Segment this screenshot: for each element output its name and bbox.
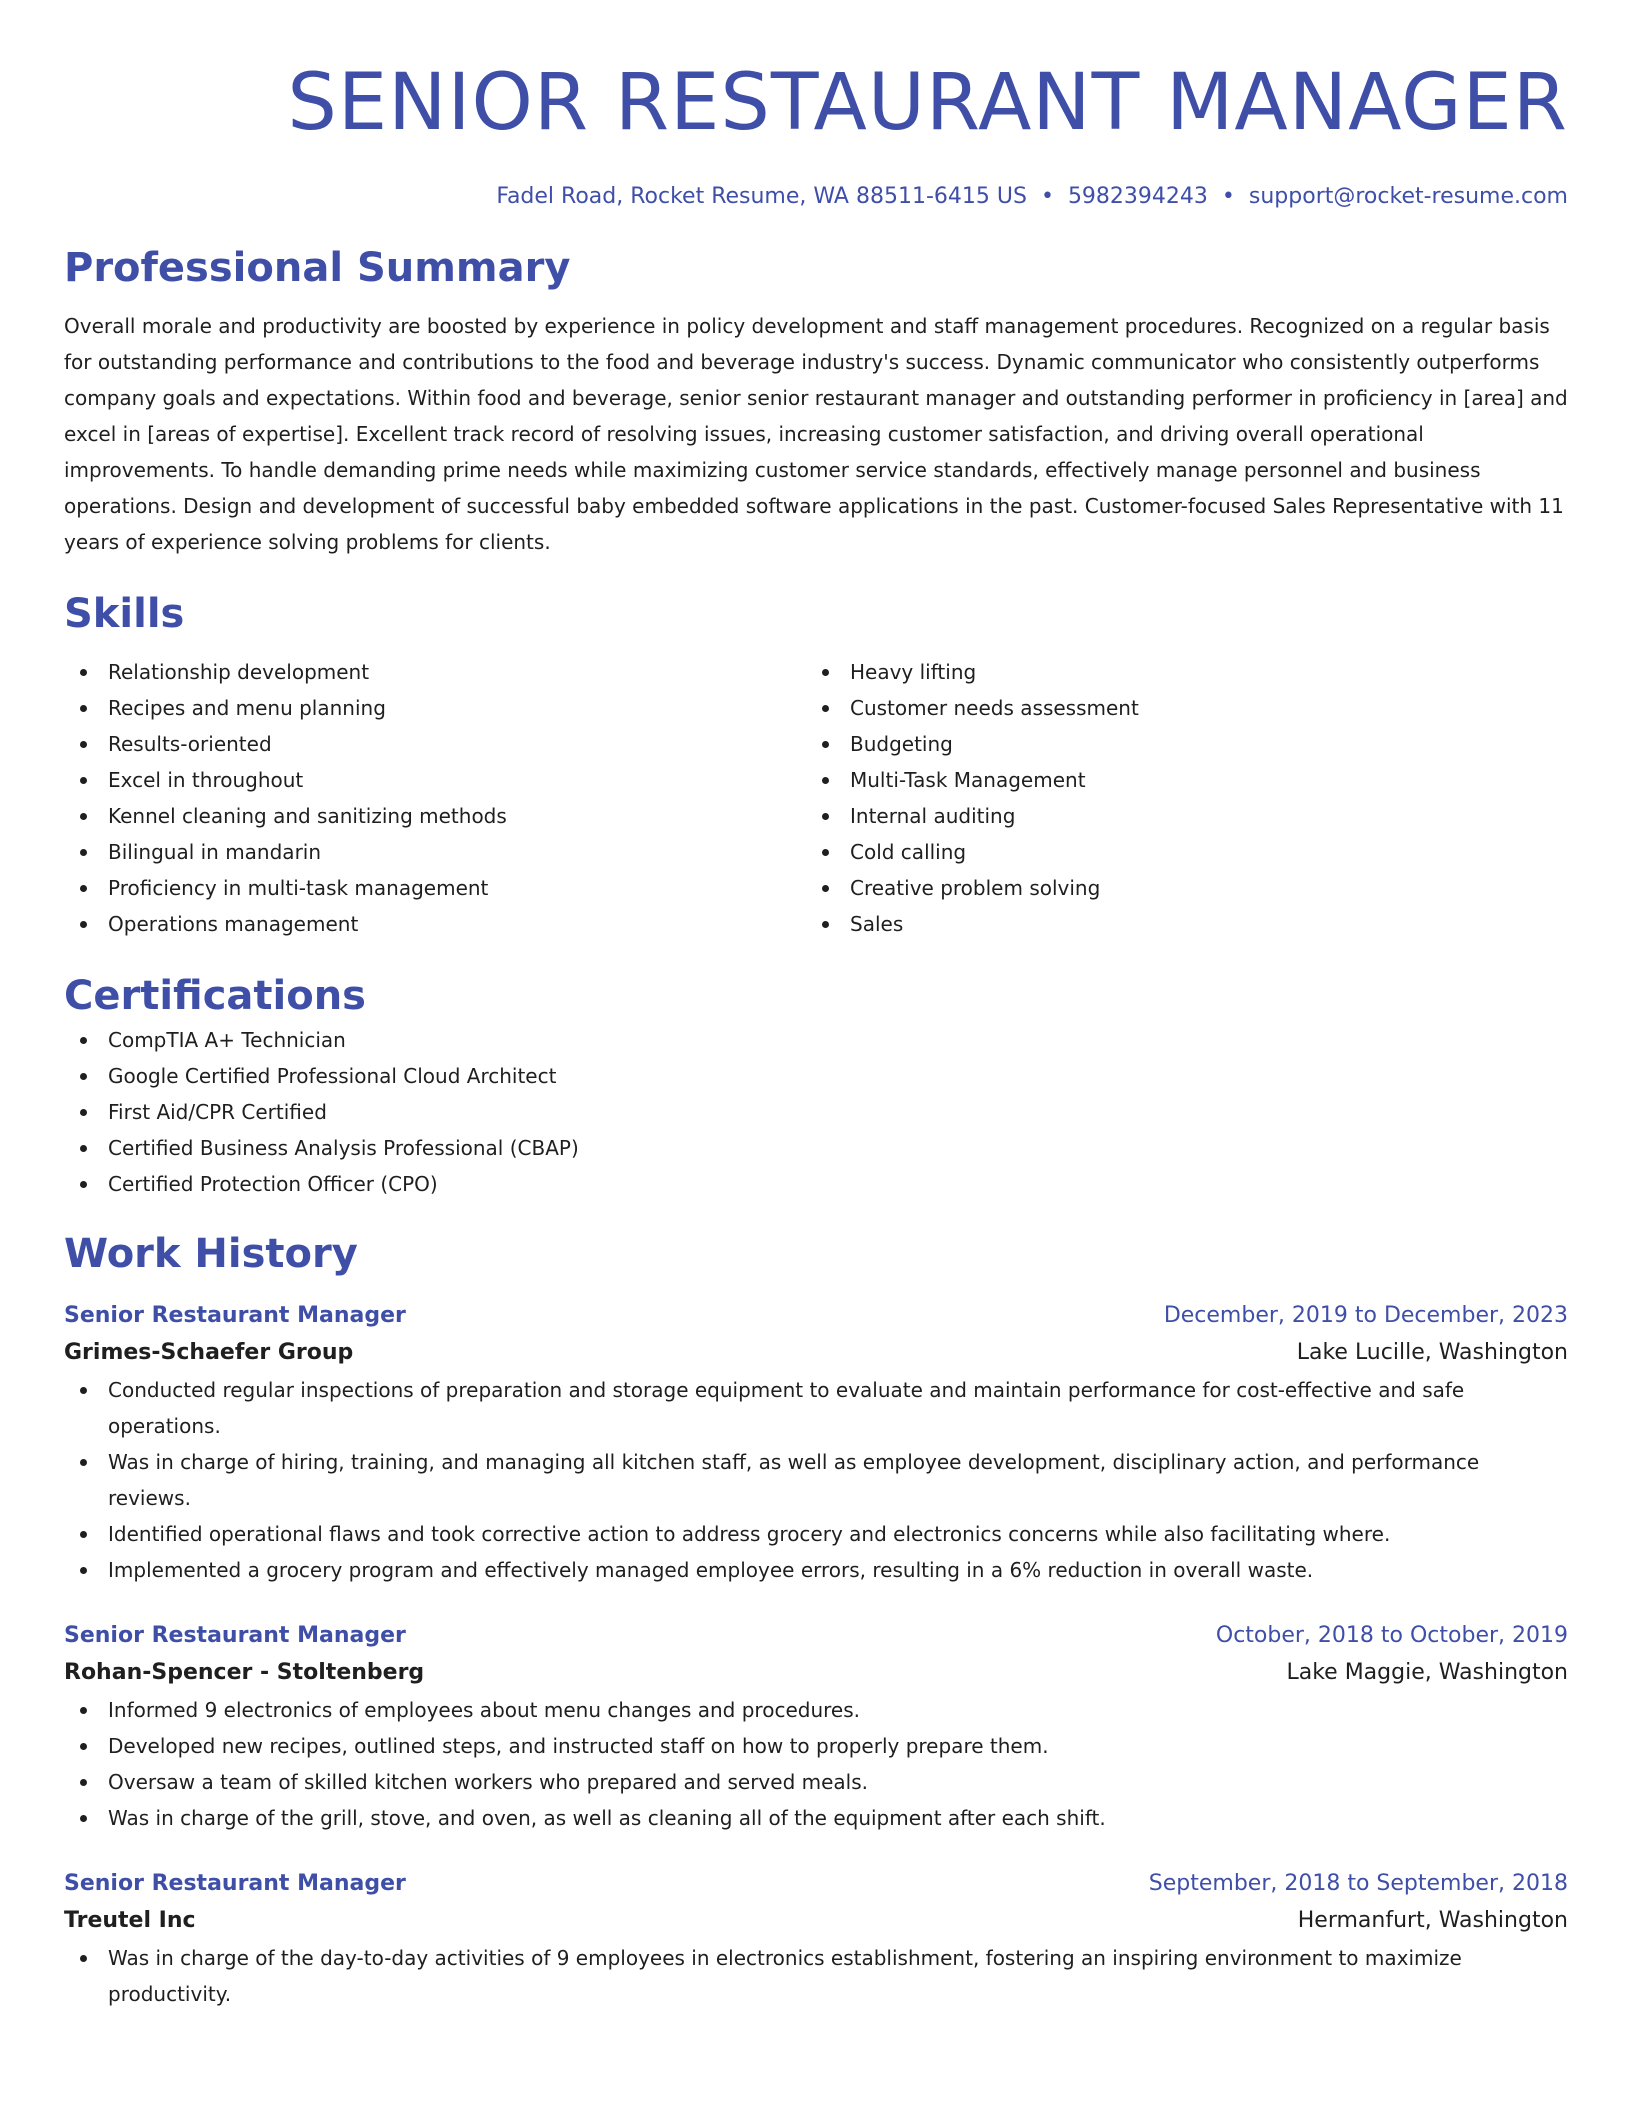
bullet-dot-icon xyxy=(80,705,87,712)
job-title-row xyxy=(64,1618,1568,1654)
job-company-row xyxy=(64,1902,1568,1940)
job-entry xyxy=(64,1298,1568,1588)
job-bullet-text: Informed 9 electronics of employees about menu changes and procedures. xyxy=(108,1698,860,1722)
skill-item xyxy=(806,906,1548,942)
bullet-dot-icon xyxy=(80,1181,87,1188)
bullet-dot-icon xyxy=(80,849,87,856)
contact-address: Fadel Road, Rocket Resume, WA 88511-6415 US xyxy=(496,184,1027,209)
job-company-row xyxy=(64,1334,1568,1372)
bullet-dot-icon xyxy=(80,813,87,820)
skill-item-text: Budgeting xyxy=(850,732,953,756)
job-dates: October, 2018 to October, 2019 xyxy=(1215,1623,1568,1648)
bullet-dot-icon xyxy=(80,885,87,892)
skill-item-text: Heavy lifting xyxy=(850,660,977,684)
certification-item xyxy=(64,1022,1568,1058)
bullet-dot-icon xyxy=(80,1109,87,1116)
contact-separator: • xyxy=(1221,184,1235,209)
skills-list-right xyxy=(806,654,1548,942)
skill-item xyxy=(806,690,1548,726)
bullet-dot-icon xyxy=(80,777,87,784)
bullet-dot-icon xyxy=(822,777,829,784)
bullet-dot-icon xyxy=(80,1707,87,1714)
job-location: Hermanfurt, Washington xyxy=(1297,1908,1568,1933)
job-bullet-text: Was in charge of the day-to-day activities of 9 employees in electronics establishment, fostering an inspiring environment to maximize productivity. xyxy=(108,1946,1462,2006)
resume-name-title: SENIOR RESTAURANT MANAGER xyxy=(287,58,1568,148)
job-company: Treutel Inc xyxy=(64,1908,196,1933)
bullet-dot-icon xyxy=(80,921,87,928)
certification-item xyxy=(64,1058,1568,1094)
job-dates: December, 2019 to December, 2023 xyxy=(1163,1303,1568,1328)
skill-item-text: Creative problem solving xyxy=(850,876,1101,900)
certifications-list xyxy=(64,1022,1568,1202)
certification-item xyxy=(64,1130,1568,1166)
bullet-dot-icon xyxy=(80,741,87,748)
job-bullet xyxy=(64,1728,1568,1764)
bullet-dot-icon xyxy=(80,1743,87,1750)
job-bullet-text: Was in charge of hiring, training, and managing all kitchen staff, as well as employee development, disciplinary action, and performance reviews. xyxy=(108,1450,1480,1510)
bullet-dot-icon xyxy=(80,1779,87,1786)
skill-item-text: Relationship development xyxy=(108,660,370,684)
job-entry xyxy=(64,1866,1568,2012)
job-bullet-text: Was in charge of the grill, stove, and oven, as well as cleaning all of the equipment after each shift. xyxy=(108,1806,1106,1830)
resume-page xyxy=(64,0,1568,2012)
work-history-list xyxy=(64,1298,1568,2012)
skill-item xyxy=(806,834,1548,870)
skills-column-left xyxy=(64,654,806,942)
skill-item xyxy=(64,870,806,906)
job-title: Senior Restaurant Manager xyxy=(64,1303,406,1328)
skills-list-left xyxy=(64,654,806,942)
skill-item xyxy=(64,762,806,798)
job-bullet-text: Implemented a grocery program and effectively managed employee errors, resulting in a 6% reduction in overall waste. xyxy=(108,1558,1314,1582)
skill-item xyxy=(806,762,1548,798)
skill-item-text: Sales xyxy=(850,912,904,936)
skills-grid xyxy=(64,654,1568,942)
job-bullet-text: Identified operational flaws and took corrective action to address grocery and electronics concerns while also facilitating where. xyxy=(108,1522,1391,1546)
skill-item xyxy=(64,834,806,870)
bullet-dot-icon xyxy=(822,921,829,928)
job-dates: September, 2018 to September, 2018 xyxy=(1148,1871,1568,1896)
bullet-dot-icon xyxy=(80,1073,87,1080)
bullet-dot-icon xyxy=(80,1459,87,1466)
bullet-dot-icon xyxy=(822,885,829,892)
summary-heading: Professional Summary xyxy=(64,245,571,291)
job-bullet-list xyxy=(64,1692,1568,1836)
job-entry xyxy=(64,1618,1568,1836)
bullet-dot-icon xyxy=(822,741,829,748)
skill-item xyxy=(64,726,806,762)
skill-item xyxy=(806,654,1548,690)
job-bullet xyxy=(64,1764,1568,1800)
bullet-dot-icon xyxy=(822,849,829,856)
contact-separator: • xyxy=(1040,184,1054,209)
skill-item-text: Kennel cleaning and sanitizing methods xyxy=(108,804,507,828)
skill-item-text: Internal auditing xyxy=(850,804,1016,828)
job-bullet-list xyxy=(64,1940,1568,2012)
skill-item xyxy=(64,690,806,726)
skill-item-text: Recipes and menu planning xyxy=(108,696,386,720)
skill-item xyxy=(64,798,806,834)
skill-item xyxy=(806,870,1548,906)
skill-item-text: Customer needs assessment xyxy=(850,696,1139,720)
job-bullet-text: Developed new recipes, outlined steps, and instructed staff on how to properly prepare them. xyxy=(108,1734,1049,1758)
certification-item-text: First Aid/CPR Certified xyxy=(108,1100,327,1124)
job-bullet xyxy=(64,1552,1568,1588)
work-history-heading: Work History xyxy=(64,1231,358,1277)
skill-item-text: Bilingual in mandarin xyxy=(108,840,322,864)
skill-item xyxy=(806,798,1548,834)
certification-item xyxy=(64,1094,1568,1130)
job-title: Senior Restaurant Manager xyxy=(64,1623,406,1648)
job-company: Grimes-Schaefer Group xyxy=(64,1340,354,1365)
job-title-row xyxy=(64,1866,1568,1902)
contact-line xyxy=(64,182,1568,212)
skills-column-right xyxy=(806,654,1548,942)
bullet-dot-icon xyxy=(80,669,87,676)
job-bullet xyxy=(64,1516,1568,1552)
job-bullet xyxy=(64,1940,1568,2012)
job-title-row xyxy=(64,1298,1568,1334)
skill-item-text: Cold calling xyxy=(850,840,967,864)
skill-item xyxy=(64,906,806,942)
job-bullet-text: Oversaw a team of skilled kitchen workers who prepared and served meals. xyxy=(108,1770,868,1794)
summary-text: Overall morale and productivity are boosted by experience in policy development and staff management procedures. Recognized on a regular basis for outstanding performance and contributions to the food and beverage industry's success. Dynamic communicator who consistently outperforms company goals and expectations. Within food and beverage, senior senior restaurant manager and outstanding performer in proficiency in [area] and excel in [areas of expertise]. Excellent track record of resolving issues, increasing customer satisfaction, and driving overall operational improvements. To handle demanding prime needs while maximizing customer service standards, effectively manage personnel and business operations. Design and development of successful baby embedded software applications in the past. Customer-focused Sales Representative with 11 years of experience solving problems for clients. xyxy=(64,314,1568,554)
certification-item xyxy=(64,1166,1568,1202)
job-bullet xyxy=(64,1444,1568,1516)
job-company: Rohan-Spencer - Stoltenberg xyxy=(64,1660,425,1685)
bullet-dot-icon xyxy=(80,1955,87,1962)
certification-item-text: Google Certified Professional Cloud Architect xyxy=(108,1064,557,1088)
skill-item xyxy=(64,654,806,690)
certification-item-text: Certified Protection Officer (CPO) xyxy=(108,1172,438,1196)
job-bullet-text: Conducted regular inspections of preparation and storage equipment to evaluate and maintain performance for cost-effective and safe operations. xyxy=(108,1378,1465,1438)
certifications-heading: Certifications xyxy=(64,973,366,1019)
bullet-dot-icon xyxy=(80,1387,87,1394)
skill-item-text: Operations management xyxy=(108,912,359,936)
bullet-dot-icon xyxy=(80,1145,87,1152)
bullet-dot-icon xyxy=(80,1531,87,1538)
bullet-dot-icon xyxy=(80,1815,87,1822)
bullet-dot-icon xyxy=(80,1037,87,1044)
bullet-dot-icon xyxy=(822,813,829,820)
job-bullet xyxy=(64,1800,1568,1836)
skill-item xyxy=(806,726,1548,762)
bullet-dot-icon xyxy=(80,1567,87,1574)
job-location: Lake Maggie, Washington xyxy=(1286,1660,1568,1685)
skill-item-text: Results-oriented xyxy=(108,732,272,756)
bullet-dot-icon xyxy=(822,705,829,712)
bullet-dot-icon xyxy=(822,669,829,676)
job-bullet-list xyxy=(64,1372,1568,1588)
skills-heading: Skills xyxy=(64,591,185,637)
contact-email[interactable]: support@rocket-resume.com xyxy=(1248,184,1568,209)
job-bullet xyxy=(64,1692,1568,1728)
certification-item-text: CompTIA A+ Technician xyxy=(108,1028,346,1052)
contact-phone: 5982394243 xyxy=(1067,184,1208,209)
certification-item-text: Certified Business Analysis Professional (CBAP) xyxy=(108,1136,579,1160)
job-title: Senior Restaurant Manager xyxy=(64,1871,406,1896)
job-company-row xyxy=(64,1654,1568,1692)
job-location: Lake Lucille, Washington xyxy=(1296,1340,1568,1365)
skill-item-text: Proficiency in multi-task management xyxy=(108,876,489,900)
job-bullet xyxy=(64,1372,1568,1444)
skill-item-text: Multi-Task Management xyxy=(850,768,1086,792)
skill-item-text: Excel in throughout xyxy=(108,768,304,792)
